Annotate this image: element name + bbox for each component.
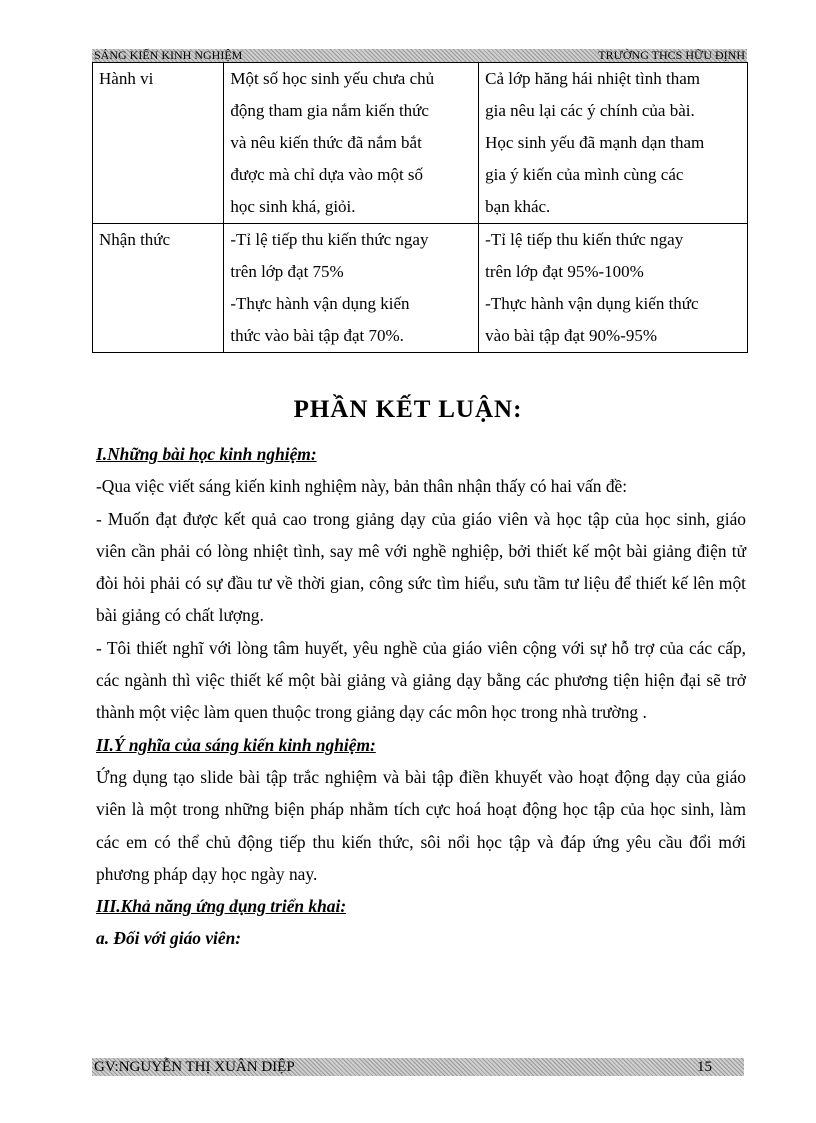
cell-line: -Tỉ lệ tiếp thu kiến thức ngay <box>485 230 684 249</box>
cell-line: -Thực hành vận dụng kiến <box>230 294 410 313</box>
cell-line: vào bài tập đạt 90%-95% <box>485 326 657 345</box>
page-number: 15 <box>697 1059 712 1075</box>
subheading-teachers: a. Đối với giáo viên: <box>96 928 242 949</box>
cell-line: Cả lớp hăng hái nhiệt tình tham <box>485 69 700 88</box>
cell-line: trên lớp đạt 75% <box>230 262 344 281</box>
page-title: PHẦN KẾT LUẬN: <box>293 396 523 423</box>
cell-line: bạn khác. <box>485 197 551 216</box>
paragraph: -Qua việc viết sáng kiến kinh nghiệm này, bản thân nhận thấy có hai vấn đề: <box>96 476 628 497</box>
cell-line: học sinh khá, giỏi. <box>230 197 356 216</box>
row-label: Hành vi <box>99 69 154 88</box>
cell-line: động tham gia nắm kiến thức <box>230 101 429 120</box>
cell-line: được mà chỉ dựa vào một số <box>230 165 424 184</box>
section-heading-applicability: III.Khả năng ứng dụng triển khai: <box>96 896 347 917</box>
paragraph: - Tôi thiết nghĩ với lòng tâm huyết, yêu nghề của giáo viên cộng với sự hỗ trợ của các cấp, các ngành thì việc thiết kế một bài giảng và giảng dạy bằng các phương tiện hiện đại sẽ trở thành một việc làm quen thuộc trong giảng dạy các môn học trong nhà trường . <box>96 637 746 723</box>
after-cell <box>479 224 748 353</box>
row-label-cell <box>93 63 224 224</box>
cell-line: gia ý kiến của mình cùng các <box>485 165 684 184</box>
cell-line: -Tỉ lệ tiếp thu kiến thức ngay <box>230 230 429 249</box>
before-cell <box>224 63 479 224</box>
cell-line: và nêu kiến thức đã nắm bắt <box>230 133 422 152</box>
section-heading-meaning: II.Ý nghĩa của sáng kiến kinh nghiệm: <box>96 734 376 755</box>
after-cell <box>479 63 748 224</box>
cell-line: Một số học sinh yếu chưa chủ <box>230 69 435 88</box>
table-row <box>93 224 748 353</box>
row-label-cell <box>93 224 224 353</box>
paragraph: Ứng dụng tạo slide bài tập trắc nghiệm và bài tập điền khuyết vào hoạt động dạy của giáo viên là một trong những biện pháp nhằm tích cực hoá hoạt động học tập của học sinh, làm các em có thể chủ động tiếp thu kiến thức, sôi nổi học tập và đáp ứng yêu cầu đổi mới phương pháp dạy học ngày nay. <box>96 766 746 884</box>
table-row <box>93 63 748 224</box>
comparison-table <box>92 62 748 353</box>
cell-line: -Thực hành vận dụng kiến thức <box>485 294 699 313</box>
header-right-text: TRƯỜNG THCS HỮU ĐỊNH <box>598 48 745 62</box>
section-heading-lessons: I.Những bài học kinh nghiệm: <box>96 444 317 464</box>
cell-line: Học sinh yếu đã mạnh dạn tham <box>485 133 705 152</box>
page-header <box>92 49 747 62</box>
header-left-text: SÁNG KIẾN KINH NGHIỆM <box>94 48 243 62</box>
cell-line: thức vào bài tập đạt 70%. <box>230 326 404 345</box>
before-cell <box>224 224 479 353</box>
page-footer <box>92 1058 744 1076</box>
cell-line: gia nêu lại các ý chính của bài. <box>485 101 695 120</box>
footer-author: GV:NGUYỄN THỊ XUÂN DIỆP <box>94 1059 295 1075</box>
row-label: Nhận thức <box>99 230 171 249</box>
document-body <box>96 438 746 955</box>
paragraph: - Muốn đạt được kết quả cao trong giảng dạy của giáo viên và học tập của học sinh, giáo viên cần phải có lòng nhiệt tình, say mê với nghề nghiệp, bởi thiết kế một bài giảng điện tử đòi hỏi phải có sự đầu tư về thời gian, công sức tìm hiểu, sưu tầm tư liệu để thiết kế lên một bài giảng có chất lượng. <box>96 508 746 626</box>
cell-line: trên lớp đạt 95%-100% <box>485 262 644 281</box>
